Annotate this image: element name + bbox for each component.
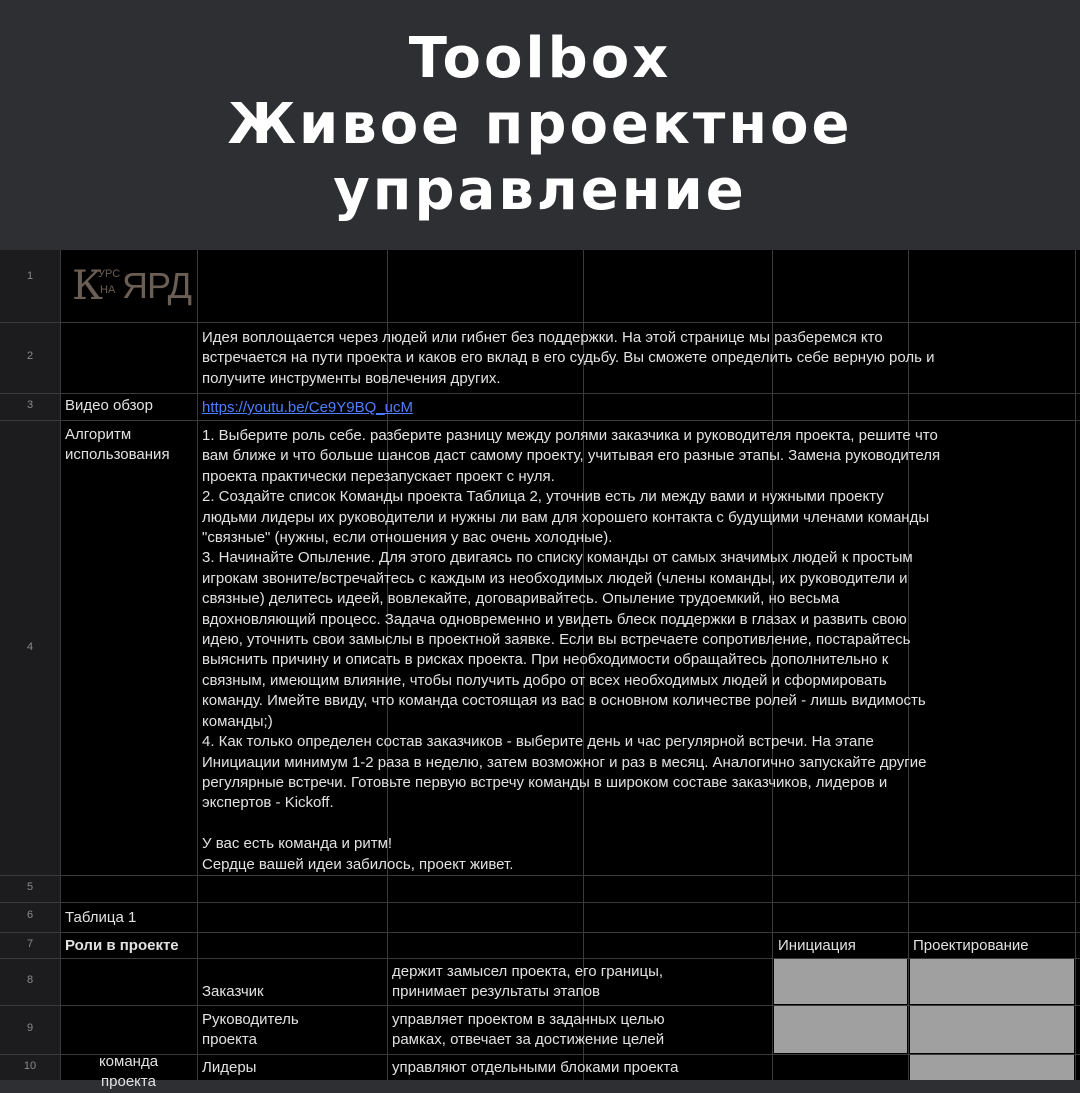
row-number[interactable]: 6	[26, 909, 34, 921]
row-number[interactable]: 10	[23, 1060, 37, 1072]
row-number[interactable]: 5	[26, 881, 34, 893]
cell-highlight	[910, 959, 1074, 1004]
logo-text: ЯРД	[122, 265, 191, 306]
roles-header[interactable]: Роли в проекте	[65, 937, 179, 954]
role-leaders-description[interactable]: управляют отдельными блоками проекта	[392, 1059, 679, 1076]
role-customer[interactable]: Заказчик	[202, 983, 264, 1000]
row-header-column	[0, 250, 60, 1080]
course-logo	[64, 254, 196, 316]
row-number[interactable]: 3	[26, 399, 34, 411]
cell-highlight	[910, 1006, 1074, 1053]
spreadsheet	[0, 250, 1080, 1091]
column-header-initiation[interactable]: Инициация	[778, 937, 856, 954]
row-number[interactable]: 4	[26, 641, 34, 653]
video-link[interactable]: https://youtu.be/Ce9Y9BQ_ucM	[202, 399, 413, 416]
role-leaders[interactable]: Лидеры	[202, 1059, 257, 1076]
row-number[interactable]: 1	[26, 270, 34, 282]
role-customer-description[interactable]: держит замысел проекта, его границы, принимает результаты этапов	[392, 963, 664, 1001]
banner-subtitle-line1: Живое проектное	[227, 92, 853, 157]
algorithm-label[interactable]: Алгоритм использования	[65, 426, 170, 464]
role-project-manager-description[interactable]: управляет проектом в заданных целью рамках, отвечает за достижение целей	[392, 1011, 665, 1049]
row-number[interactable]: 7	[26, 938, 34, 950]
logo-small-text: УРС	[98, 268, 121, 280]
intro-text[interactable]: Идея воплощается через людей или гибнет без поддержки. На этой странице мы разберемся кто встречается на пути проекта и каков его вклад в его судьбу. Вы сможете определить себе верную роль и получите инструменты вовлечения других.	[202, 329, 935, 387]
banner-subtitle-line2: управление	[333, 158, 747, 223]
logo-letter: К	[72, 263, 103, 309]
table-label[interactable]: Таблица 1	[65, 909, 137, 926]
role-project-manager[interactable]: Руководитель проекта	[202, 1011, 299, 1049]
cell-highlight	[910, 1055, 1074, 1080]
banner-title: Toolbox	[408, 26, 672, 91]
cell-highlight	[774, 1006, 907, 1053]
row-number[interactable]: 9	[26, 1022, 34, 1034]
algorithm-text[interactable]: 1. Выберите роль себе. разберите разницу между ролями заказчика и руководителя проекта, решите что вам ближе и что больше шансов даст самому проекту, учитывая его разные этапы. Замена руководителя проекта практически перезапускает проект с нуля. 2. Создайте список Команды проекта Таблица 2, уточнив есть ли между вами и нужными проекту людьми лидеры их руководители и нужны ли вам для хорошего контакта с будущими членами команды "связные" (нужны, если отношения у вас очень холодные). 3. Начинайте Опыление. Для этого двигаясь по списку команды от самых значимых людей к простым игрокам звоните/встречайтесь с каждым из необходимых людей (члены команды, их руководители и связные) делитесь идеей, вовлекайте, договаривайтесь. Опыление трудоемкий, но весьма вдохновляющий процесс. Задача одновременно и увидеть блеск поддержки в глазах и развить свою идею, уточнить свои замыслы в проектной заявке. Если вы встречаете сопротивление, постарайтесь выяснить причину и описать в рисках проекта. При необходимости обращайтесь дополнительно к связным, имеющим влияние, чтобы получить добро от всех необходимых людей и сформировать команду. Имейте ввиду, что команда состоящая из вас в основном количестве ролей - лишь видимость команды;) 4. Как только определен состав заказчиков - выберите день и час регулярной встречи. На этапе Инициации минимум 1-2 раза в неделю, затем возможног и раз в месяц. Аналогично запускайте другие регулярные встречи. Готовьте первую встречу команды в широком составе заказчиков, лидеров и экспертов - Kickoff. У вас есть команда и ритм! Сердце вашей идеи забилось, проект живет.	[202, 427, 941, 873]
cell-highlight	[774, 959, 907, 1004]
team-group-label[interactable]: команда проекта	[98, 1053, 159, 1091]
row-number[interactable]: 8	[26, 974, 34, 986]
column-header-design[interactable]: Проектирование	[913, 937, 1029, 954]
title-banner	[0, 0, 1080, 250]
video-label[interactable]: Видео обзор	[65, 397, 153, 414]
row-number[interactable]: 2	[26, 350, 34, 362]
logo-small-text: НА	[100, 284, 116, 296]
